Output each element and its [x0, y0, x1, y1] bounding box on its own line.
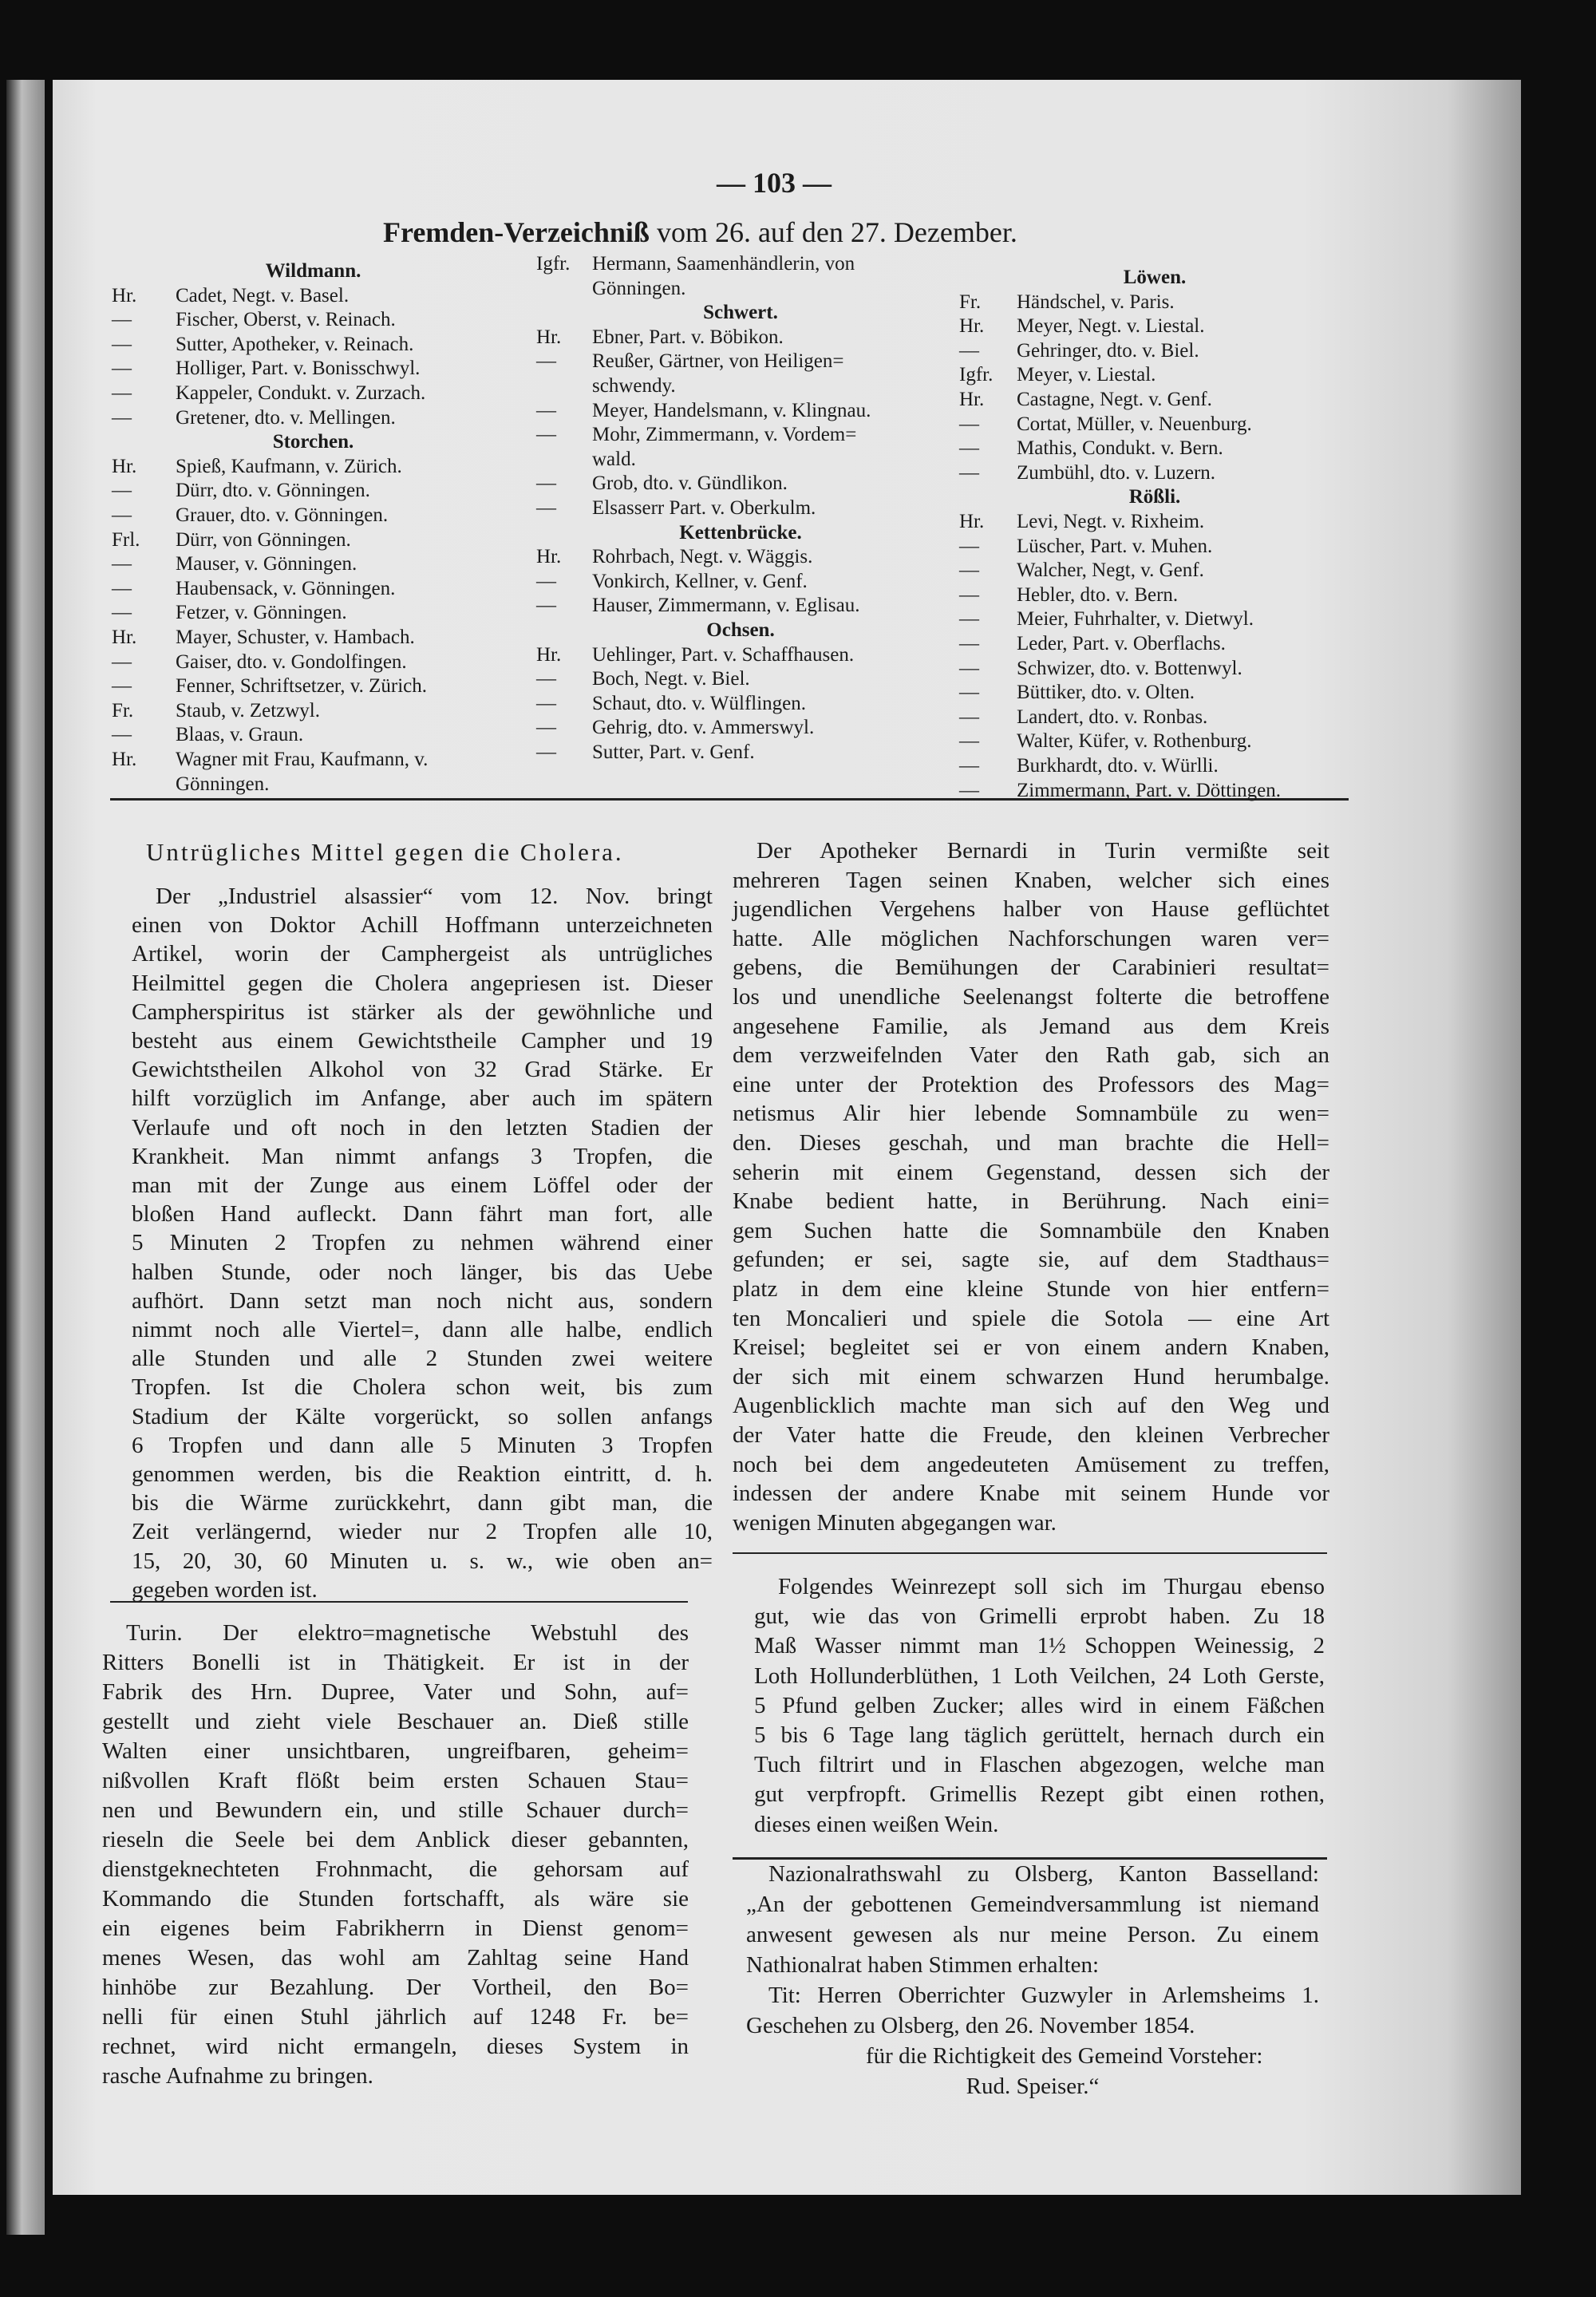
guest-entry [536, 400, 945, 424]
guest-title: — [112, 724, 132, 746]
guest-entry [112, 285, 515, 309]
text-line: dienstgeknechteten Frohnmacht, die gehorsam auf [102, 1856, 689, 1882]
text-line: netismus Alir hier lebende Somnambüle zu wen= [733, 1101, 1329, 1127]
guest-title: — [112, 553, 132, 575]
guest-entry [536, 253, 945, 277]
text-line: Der „Industriel alsassier“ vom 12. Nov. bringt [156, 884, 713, 909]
guest-entry [112, 700, 515, 724]
hotel-heading: Storchen. [272, 431, 354, 453]
guest-title: Hr. [536, 643, 562, 666]
guest-name: Blaas, v. Graun. [176, 724, 304, 746]
guest-entry [112, 749, 515, 773]
guest-name: Mathis, Condukt. v. Bern. [1017, 437, 1223, 460]
text-line: indessen der andere Knabe mit seinem Hunde vor [733, 1481, 1329, 1507]
text-line: Turin. Der elektro=magnetische Webstuhl des [126, 1620, 689, 1646]
guest-name: Walcher, Negt, v. Genf. [1017, 559, 1204, 582]
guest-name: Dürr, dto. v. Gönningen. [176, 480, 370, 502]
hotel-heading: Ochsen. [706, 619, 775, 641]
text-line: 5 Pfund gelben Zucker; alles wird in einem Fäßchen [754, 1692, 1325, 1718]
guest-title: — [112, 358, 132, 380]
text-line: Nathionalrat haben Stimmen erhalten: [746, 1952, 1100, 1978]
guest-entry [112, 309, 515, 333]
text-line: gebens, die Bemühungen der Carabinieri resultat= [733, 955, 1329, 981]
guest-title: — [536, 717, 556, 739]
text-line: Augenblicklich machte man sich auf den Weg und [733, 1393, 1329, 1419]
guest-name: Haubensack, v. Gönningen. [176, 577, 396, 599]
guest-entry [959, 413, 1350, 437]
text-line: Walten einer unsichtbaren, ungreifbaren, geheim= [102, 1738, 689, 1764]
guest-title: Hr. [959, 511, 985, 532]
text-line: Kreisel; begleitet sei er von einem andern Knaben, [733, 1334, 1329, 1361]
divider-rule [733, 1857, 1327, 1860]
guest-title: — [536, 692, 556, 714]
guest-entry [959, 364, 1350, 388]
guest-name: Meyer, v. Liestal. [1017, 364, 1156, 386]
guest-title: — [112, 675, 132, 698]
guest-name: Zumbühl, dto. v. Luzern. [1017, 461, 1216, 484]
hotel-heading: Rößli. [1128, 486, 1181, 508]
guest-entry [112, 480, 515, 504]
guest-entry [959, 780, 1350, 804]
text-line: Heilmittel gegen die Cholera angepriesen ist. Dieser [132, 970, 713, 996]
guest-entry [112, 724, 515, 748]
guest-name: Leder, Part. v. Oberflachs. [1017, 633, 1226, 654]
guest-title: Hr. [959, 389, 985, 410]
guest-entry [536, 472, 945, 496]
guest-title: Hr. [112, 455, 137, 477]
guest-entry [536, 375, 945, 399]
guest-name: Gaiser, dto. v. Gondolfingen. [176, 650, 407, 673]
guest-name: Wagner mit Frau, Kaufmann, v. [176, 749, 429, 770]
text-line: mehreren Tagen seinen Knaben, welcher sich eines [733, 867, 1329, 893]
guest-name: Mauser, v. Gönningen. [176, 553, 358, 575]
guest-title: — [959, 437, 979, 460]
guest-title: — [959, 730, 979, 753]
text-line: 5 Minuten 2 Tropfen zu nehmen während einer [132, 1230, 713, 1256]
guest-title: Fr. [112, 699, 134, 722]
text-line: Tit: Herren Oberrichter Guzwyler in Arlemsheims 1. [768, 1983, 1319, 2008]
guest-name: Staub, v. Zetzwyl. [176, 699, 320, 722]
text-line: den. Dieses geschah, und man brachte die Hell= [733, 1130, 1329, 1156]
guest-name: Fenner, Schriftsetzer, v. Zürich. [176, 675, 428, 698]
text-line: bloßen Hand aufleckt. Dann fährt man fort, alle [132, 1201, 713, 1228]
text-line: Loth Hollunderblüthen, 1 Loth Veilchen, 24 Loth Gerste, [754, 1662, 1325, 1689]
guest-name: Meyer, Handelsmann, v. Klingnau. [592, 399, 871, 421]
text-line: gem Suchen hatte die Somnambüle den Knaben [733, 1217, 1329, 1243]
title-date: vom 26. auf den 27. Dezember. [649, 216, 1017, 248]
guest-name: Vonkirch, Kellner, v. Genf. [592, 570, 808, 592]
guest-name: Reußer, Gärtner, von Heiligen= [592, 350, 844, 373]
guest-entry [959, 315, 1350, 339]
guest-name: Spieß, Kaufmann, v. Zürich. [176, 455, 402, 477]
hotel-heading: Löwen. [1123, 267, 1187, 288]
guest-entry [112, 578, 515, 602]
guest-name: Zimmermann, Part. v. Döttingen. [1017, 779, 1281, 801]
text-line: Campherspiritus ist stärker als der gewöhnliche und [132, 998, 713, 1025]
guest-entry [112, 602, 515, 626]
title-main: Fremden-Verzeichniß [383, 216, 650, 248]
text-line: Rud. Speiser.“ [966, 2074, 1100, 2099]
text-line: genommen werden, bis die Reaktion eintritt, d. h. [132, 1461, 713, 1487]
text-line: eine unter der Protektion des Professors des Mag= [733, 1071, 1329, 1097]
guest-name: Meier, Fuhrhalter, v. Dietwyl. [1017, 608, 1254, 631]
guest-title: — [959, 657, 979, 679]
guest-name: Hauser, Zimmermann, v. Eglisau. [592, 595, 860, 617]
guest-title: — [959, 682, 979, 704]
text-line: Krankheit. Man nimmt anfangs 3 Tropfen, die [132, 1143, 713, 1169]
guest-title: — [959, 559, 979, 582]
guest-name: Fischer, Oberst, v. Reinach. [176, 309, 396, 331]
text-line: aufhört. Dann setzt man noch nicht aus, sondern [132, 1287, 713, 1314]
guest-title: — [112, 577, 132, 599]
guest-name: Gretener, dto. v. Mellingen. [176, 406, 396, 429]
hotel-heading: Schwert. [703, 302, 778, 324]
guest-title: — [536, 595, 556, 617]
guest-name: Büttiker, dto. v. Olten. [1017, 682, 1195, 704]
text-line: rechnet, wird nicht ermangeln, dieses System in [102, 2034, 689, 2059]
guest-entry [959, 389, 1350, 413]
guest-title: — [112, 309, 132, 331]
text-line: seherin mit einem Gegenstand, dessen sich der [733, 1159, 1329, 1185]
guest-entry [959, 633, 1350, 657]
guest-name: Meyer, Negt. v. Liestal. [1017, 315, 1205, 338]
text-line: man mit der Zunge aus einem Löffel oder der [132, 1172, 713, 1198]
guest-entry [536, 278, 945, 302]
text-line: 5 bis 6 Tage lang täglich gerüttelt, hernach durch ein [754, 1722, 1325, 1748]
guest-entry [536, 717, 945, 741]
guest-entry [536, 693, 945, 717]
text-line: platz in dem eine kleine Stunde von hier entfern= [733, 1276, 1329, 1302]
guest-entry [959, 536, 1350, 559]
guest-name: Cadet, Negt. v. Basel. [176, 284, 350, 306]
guest-title: — [536, 424, 556, 446]
guest-title: — [959, 535, 979, 557]
guest-entry [112, 553, 515, 577]
guest-name: Sutter, Apotheker, v. Reinach. [176, 333, 414, 355]
guest-name: Hebler, dto. v. Bern. [1017, 583, 1179, 606]
guest-title: — [536, 497, 556, 519]
text-line: für die Richtigkeit des Gemeind Vorsteher: [866, 2043, 1263, 2069]
guest-title: — [536, 741, 556, 763]
hotel-heading: Wildmann. [265, 260, 361, 282]
guest-name: Gönningen. [176, 773, 270, 795]
guest-name: Gehrig, dto. v. Ammerswyl. [592, 717, 815, 739]
text-line: hinhöbe zur Bezahlung. Der Vortheil, den Bo= [102, 1975, 689, 2000]
guest-name: Burkhardt, dto. v. Würlli. [1017, 755, 1219, 777]
text-line: wenigen Minuten abgegangen war. [733, 1509, 1057, 1536]
hotel-heading: Kettenbrücke. [679, 521, 802, 544]
guest-name: Händschel, v. Paris. [1017, 291, 1175, 313]
text-line: dem verzweifelnden Vater den Rath gab, sich an [733, 1042, 1329, 1069]
guest-title: Hr. [112, 284, 137, 306]
guest-title: — [536, 668, 556, 690]
text-line: gegeben worden ist. [132, 1576, 318, 1603]
guest-name: Kappeler, Condukt. v. Zurzach. [176, 382, 426, 404]
guest-title: — [536, 350, 556, 373]
guest-entry [536, 741, 945, 765]
guest-name: Mohr, Zimmermann, v. Vordem= [592, 424, 857, 446]
guest-entry [959, 584, 1350, 608]
text-line: nimmt noch alle Viertel=, dann alle halbe, endlich [132, 1317, 713, 1342]
text-line: Kommando die Stunden fortschafft, als wäre sie [102, 1886, 689, 1912]
text-line: hilft vorzüglich im Anfange, aber auch im spätern [132, 1085, 713, 1112]
guest-name: Castagne, Negt. v. Genf. [1017, 389, 1212, 410]
guest-entry [959, 755, 1350, 779]
guest-name: Fetzer, v. Gönningen. [176, 602, 347, 624]
text-line: rasche Aufnahme zu bringen. [102, 2063, 373, 2089]
text-line: einen von Doktor Achill Hoffmann unterzeichneten [132, 912, 713, 939]
text-line: 6 Tropfen und dann alle 5 Minuten 3 Tropfen [132, 1432, 713, 1458]
guest-name: Grauer, dto. v. Gönningen. [176, 504, 389, 526]
guest-entry [959, 437, 1350, 461]
guest-name: Grob, dto. v. Gündlikon. [592, 472, 788, 495]
guest-entry [536, 497, 945, 521]
guest-entry [959, 559, 1350, 583]
guest-entry [112, 456, 515, 480]
text-line: gut, wie das von Grimelli erprobt haben. Zu 18 [754, 1603, 1325, 1630]
guest-title: — [536, 399, 556, 421]
text-line: alle Stunden und alle 2 Stunden zwei weitere [132, 1346, 713, 1372]
guest-entry [536, 595, 945, 619]
guest-entry [536, 350, 945, 374]
text-line: Nazionalrathswahl zu Olsberg, Kanton Basselland: [768, 1861, 1319, 1887]
guest-entry [959, 682, 1350, 706]
guest-title: — [959, 706, 979, 728]
text-line: Zeit verlängernd, wieder nur 2 Tropfen alle 10, [132, 1519, 713, 1545]
guest-name: Dürr, von Gönningen. [176, 528, 351, 551]
text-line: Tropfen. Ist die Cholera schon weit, bis zum [132, 1374, 713, 1401]
text-line: nen und Bewundern ein, und stille Schauer durch= [102, 1797, 689, 1823]
guest-title: — [959, 755, 979, 777]
guest-name: Landert, dto. v. Ronbas. [1017, 706, 1208, 728]
guest-entry [959, 291, 1350, 315]
guest-name: Hermann, Saamenhändlerin, von [592, 253, 855, 275]
text-line: „An der gebottenen Gemeindversammlung ist niemand [746, 1892, 1319, 1917]
guest-name: schwendy. [592, 375, 676, 397]
text-line: gestellt und zieht viele Beschauer an. Dieß stille [102, 1709, 689, 1734]
guest-title: — [112, 650, 132, 673]
guest-name: Sutter, Part. v. Genf. [592, 741, 755, 763]
guest-name: Cortat, Müller, v. Neuenburg. [1017, 413, 1252, 435]
guest-entry [112, 627, 515, 650]
guest-entry [112, 651, 515, 675]
guest-title: Frl. [112, 528, 140, 551]
guest-entry [536, 644, 945, 668]
guest-name: Holliger, Part. v. Bonisschwyl. [176, 358, 421, 380]
guest-entry [112, 358, 515, 382]
guest-name: Mayer, Schuster, v. Hambach. [176, 627, 415, 648]
guest-title: — [112, 333, 132, 355]
guest-name: Levi, Negt. v. Rixheim. [1017, 511, 1205, 532]
guest-name: Boch, Negt. v. Biel. [592, 668, 750, 690]
guest-title: — [959, 583, 979, 606]
guest-name: Schwizer, dto. v. Bottenwyl. [1017, 657, 1242, 679]
text-line: bis die Wärme zurückkehrt, dann gibt man, die [132, 1490, 713, 1516]
guest-entry [112, 407, 515, 431]
text-line: jugendlichen Vergehens halber von Hause geflüchtet [733, 896, 1329, 923]
guest-title: Igfr. [536, 253, 571, 275]
guest-name: Schaut, dto. v. Wülflingen. [592, 692, 807, 714]
text-line: Verlaufe und oft noch in den letzten Stadien der [132, 1114, 713, 1141]
previous-page-edge [6, 80, 45, 2235]
guest-title: — [536, 570, 556, 592]
text-line: Ritters Bonelli ist in Thätigkeit. Er ist in der [102, 1650, 689, 1675]
text-line: halben Stunde, oder noch länger, bis das Uebe [132, 1259, 713, 1285]
guest-entry [112, 529, 515, 553]
text-line: angesehene Familie, als Jemand aus dem Kreis [733, 1013, 1329, 1039]
guest-title: Hr. [959, 315, 985, 338]
guest-name: Uehlinger, Part. v. Schaffhausen. [592, 643, 855, 666]
guest-entry [959, 340, 1350, 364]
guest-title: — [959, 461, 979, 484]
guest-title: Hr. [536, 326, 562, 348]
text-line: gut verpfropft. Grimellis Rezept gibt einen rothen, [754, 1781, 1325, 1808]
guest-entry [112, 382, 515, 406]
guest-name: Rohrbach, Negt. v. Wäggis. [592, 546, 813, 568]
text-line: ein eigenes beim Fabrikherrn in Dienst genom= [102, 1915, 689, 1941]
guest-entry [959, 658, 1350, 682]
guest-title: Hr. [536, 546, 562, 568]
guest-entry [112, 504, 515, 528]
guest-name: Lüscher, Part. v. Muhen. [1017, 535, 1213, 557]
text-line: Der Apotheker Bernardi in Turin vermißte seit [757, 838, 1329, 864]
guest-name: Gehringer, dto. v. Biel. [1017, 339, 1199, 362]
text-line: menes Wesen, das wohl am Zahltag seine Hand [102, 1945, 689, 1971]
text-line: nißvollen Kraft flößt beim ersten Schauen Stau= [102, 1768, 689, 1793]
text-line: hatte. Alle möglichen Nachforschungen waren ver= [733, 925, 1329, 951]
text-line: Knabe bedient hatte, in Berührung. Nach eini= [733, 1188, 1329, 1215]
guest-title: — [112, 382, 132, 404]
guest-title: Igfr. [959, 364, 994, 386]
text-line: Folgendes Weinrezept soll sich im Thurgau ebenso [778, 1574, 1325, 1599]
guest-entry [536, 326, 945, 350]
text-line: Maß Wasser nimmt man 1½ Schoppen Weinessig, 2 [754, 1633, 1325, 1659]
guest-entry [112, 773, 515, 797]
text-line: nelli für einen Stuhl jährlich auf 1248 Fr. be= [102, 2004, 689, 2030]
guest-title: Hr. [112, 627, 137, 648]
text-line: anwesent gewesen als nur meine Person. Zu einem [746, 1922, 1319, 1947]
guest-entry [959, 730, 1350, 754]
guest-entry [959, 511, 1350, 535]
guest-name: Elsasserr Part. v. Oberkulm. [592, 497, 816, 519]
text-line: 15, 20, 30, 60 Minuten u. s. w., wie oben an= [132, 1548, 713, 1574]
guest-title: — [959, 413, 979, 435]
guest-title: — [112, 602, 132, 624]
guest-entry [536, 668, 945, 692]
page-title [383, 215, 1017, 249]
text-line: rieseln die Seele bei dem Anblick dieser gebannten, [102, 1827, 689, 1852]
guest-title: — [959, 779, 979, 801]
text-line: Stadium der Kälte vorgerückt, so sollen anfangs [132, 1403, 713, 1429]
divider-rule [733, 1552, 1327, 1554]
guest-title: — [959, 608, 979, 631]
guest-title: — [112, 406, 132, 429]
guest-name: Ebner, Part. v. Böbikon. [592, 326, 784, 348]
text-line: Gewichtstheilen Alkohol von 32 Grad Stärke. Er [132, 1057, 713, 1083]
text-line: gefunden; er sei, sagte sie, auf dem Stadthaus= [733, 1247, 1329, 1273]
text-line: Tuch filtrirt und in Flaschen abgezogen, welche man [754, 1752, 1325, 1778]
guest-title: Fr. [959, 291, 982, 313]
guest-entry [536, 546, 945, 570]
text-line: ten Moncalieri und spiele die Sotola — eine Art [733, 1305, 1329, 1331]
guest-entry [536, 424, 945, 448]
guest-entry [536, 449, 945, 472]
text-line: besteht aus einem Gewichtstheile Campher und 19 [132, 1028, 713, 1054]
text-line: der sich mit einem schwarzen Hund herumbalge. [733, 1363, 1329, 1390]
guest-title: Hr. [112, 749, 137, 770]
guest-entry [959, 706, 1350, 730]
guest-title: — [959, 633, 979, 654]
guest-title: — [112, 504, 132, 526]
guest-entry [959, 462, 1350, 486]
text-line: dieses einen weißen Wein. [754, 1811, 999, 1837]
text-line: der Vater hatte die Freude, den kleinen Verbrecher [733, 1422, 1329, 1448]
text-line: Fabrik des Hrn. Dupree, Vater und Sohn, auf= [102, 1679, 689, 1705]
guest-name: wald. [592, 448, 636, 470]
guest-title: — [112, 480, 132, 502]
page-number: — 103 — [717, 167, 832, 199]
guest-entry [112, 334, 515, 358]
guest-entry [112, 675, 515, 699]
article-heading: Untrügliches Mittel gegen die Cholera. [146, 838, 624, 866]
text-line: Geschehen zu Olsberg, den 26. November 1854. [746, 2013, 1195, 2038]
guest-entry [536, 571, 945, 595]
guest-name: Gönningen. [592, 277, 686, 299]
guest-title: — [959, 339, 979, 362]
guest-title: — [536, 472, 556, 495]
guest-name: Walter, Küfer, v. Rothenburg. [1017, 730, 1252, 753]
text-line: Artikel, worin der Camphergeist als untrügliches [132, 941, 713, 967]
text-line: noch bei dem angedeuteten Amüsement zu treffen, [733, 1451, 1329, 1477]
text-line: los und unendliche Seelenangst folterte die betroffene [733, 984, 1329, 1010]
guest-entry [959, 608, 1350, 632]
